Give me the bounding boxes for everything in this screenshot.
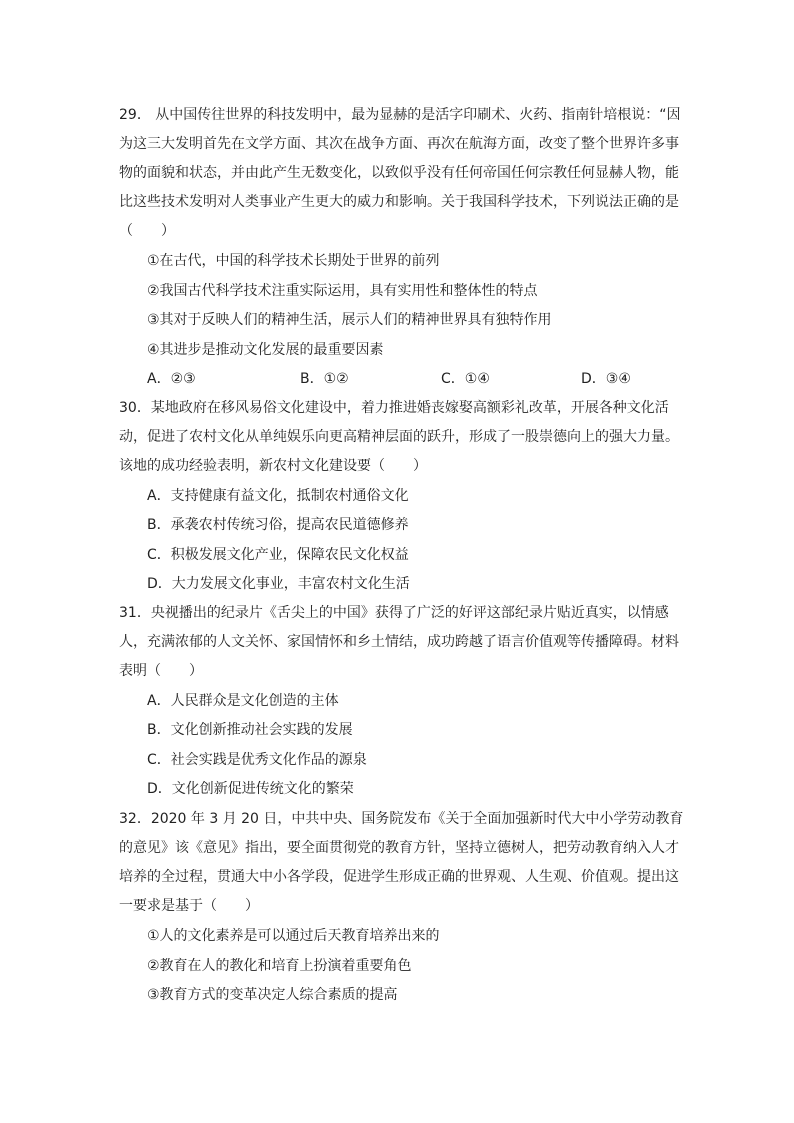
- q29-stem-line-1: 29． 从中国传往世界的科技发明中，最为显赫的是活字印刷术、火药、指南针培根说：“因: [119, 107, 681, 123]
- q30-option-b[interactable]: B．承袭农村传统习俗，提高农民道德修养: [147, 517, 409, 533]
- q29-statement-2: ②我国古代科学技术注重实际运用，具有实用性和整体性的特点: [147, 283, 538, 299]
- q32-stem-line-1: 32．2020 年 3 月 20 日，中共中央、国务院发布《关于全面加强新时代大中小学劳动教育: [119, 811, 684, 827]
- q29-option-d[interactable]: D．③④: [581, 371, 631, 387]
- q29-statement-3: ③其对于反映人们的精神生活，展示人们的精神世界具有独特作用: [147, 312, 552, 328]
- q31-option-a[interactable]: A．人民群众是文化创造的主体: [147, 693, 339, 709]
- q32-stem-line-3: 培养的全过程，贯通大中小各学段，促进学生形成正确的世界观、人生观、价值观。提出这: [119, 869, 679, 885]
- q29-statement-1: ①在古代，中国的科学技术长期处于世界的前列: [147, 253, 440, 269]
- q29-stem-line-5: （ ）: [119, 223, 175, 239]
- q31-option-b[interactable]: B．文化创新推动社会实践的发展: [147, 722, 353, 738]
- q29-option-b[interactable]: B．①②: [300, 371, 349, 387]
- q32-statement-1: ①人的文化素养是可以通过后天教育培养出来的: [147, 928, 440, 944]
- q32-statement-2: ②教育在人的教化和培育上扮演着重要角色: [147, 958, 412, 974]
- q30-stem-line-3: 该地的成功经验表明，新农村文化建设要（ ）: [119, 458, 427, 474]
- q31-stem-line-3: 表明（ ）: [119, 663, 203, 679]
- q31-option-d[interactable]: D．文化创新促进传统文化的繁荣: [147, 781, 354, 797]
- q29-statement-4: ④其进步是推动文化发展的最重要因素: [147, 342, 384, 358]
- q32-stem-line-4: 一要求是基于（ ）: [119, 898, 259, 914]
- q30-stem-line-1: 30．某地政府在移风易俗文化建设中，着力推进婚丧嫁娶高额彩礼改革，开展各种文化活: [119, 400, 669, 416]
- q29-stem-line-3: 物的面貌和状态，并由此产生无数变化，以致似乎没有任何帝国任何宗教任何显赫人物，能: [119, 165, 679, 181]
- q31-stem-line-2: 人，充满浓郁的人文关怀、家国情怀和乡土情结，成功跨越了语言价值观等传播障碍。材料: [119, 634, 679, 650]
- q31-stem-line-1: 31．央视播出的纪录片《舌尖上的中国》获得了广泛的好评这部纪录片贴近真实，以情感: [119, 605, 669, 621]
- q31-option-c[interactable]: C．社会实践是优秀文化作品的源泉: [147, 752, 367, 768]
- q30-stem-line-2: 动，促进了农村文化从单纯娱乐向更高精神层面的跃升，形成了一股崇德向上的强大力量。: [119, 429, 679, 445]
- q30-option-a[interactable]: A．支持健康有益文化，抵制农村通俗文化: [147, 488, 409, 504]
- q32-statement-3: ③教育方式的变革决定人综合素质的提高: [147, 987, 398, 1003]
- q29-option-c[interactable]: C．①④: [441, 371, 490, 387]
- q30-option-d[interactable]: D．大力发展文化事业，丰富农村文化生活: [147, 576, 410, 592]
- q30-option-c[interactable]: C．积极发展文化产业，保障农民文化权益: [147, 547, 409, 563]
- q29-stem-line-2: 为这三大发明首先在文学方面、其次在战争方面、再次在航海方面，改变了整个世界许多事: [119, 136, 679, 152]
- q29-stem-line-4: 比这些技术发明对人类事业产生更大的威力和影响。关于我国科学技术，下列说法正确的是: [119, 194, 679, 210]
- q32-stem-line-2: 的意见》该《意见》指出，要全面贯彻党的教育方针，坚持立德树人，把劳动教育纳入人才: [119, 840, 679, 856]
- q29-option-a[interactable]: A．②③: [147, 371, 196, 387]
